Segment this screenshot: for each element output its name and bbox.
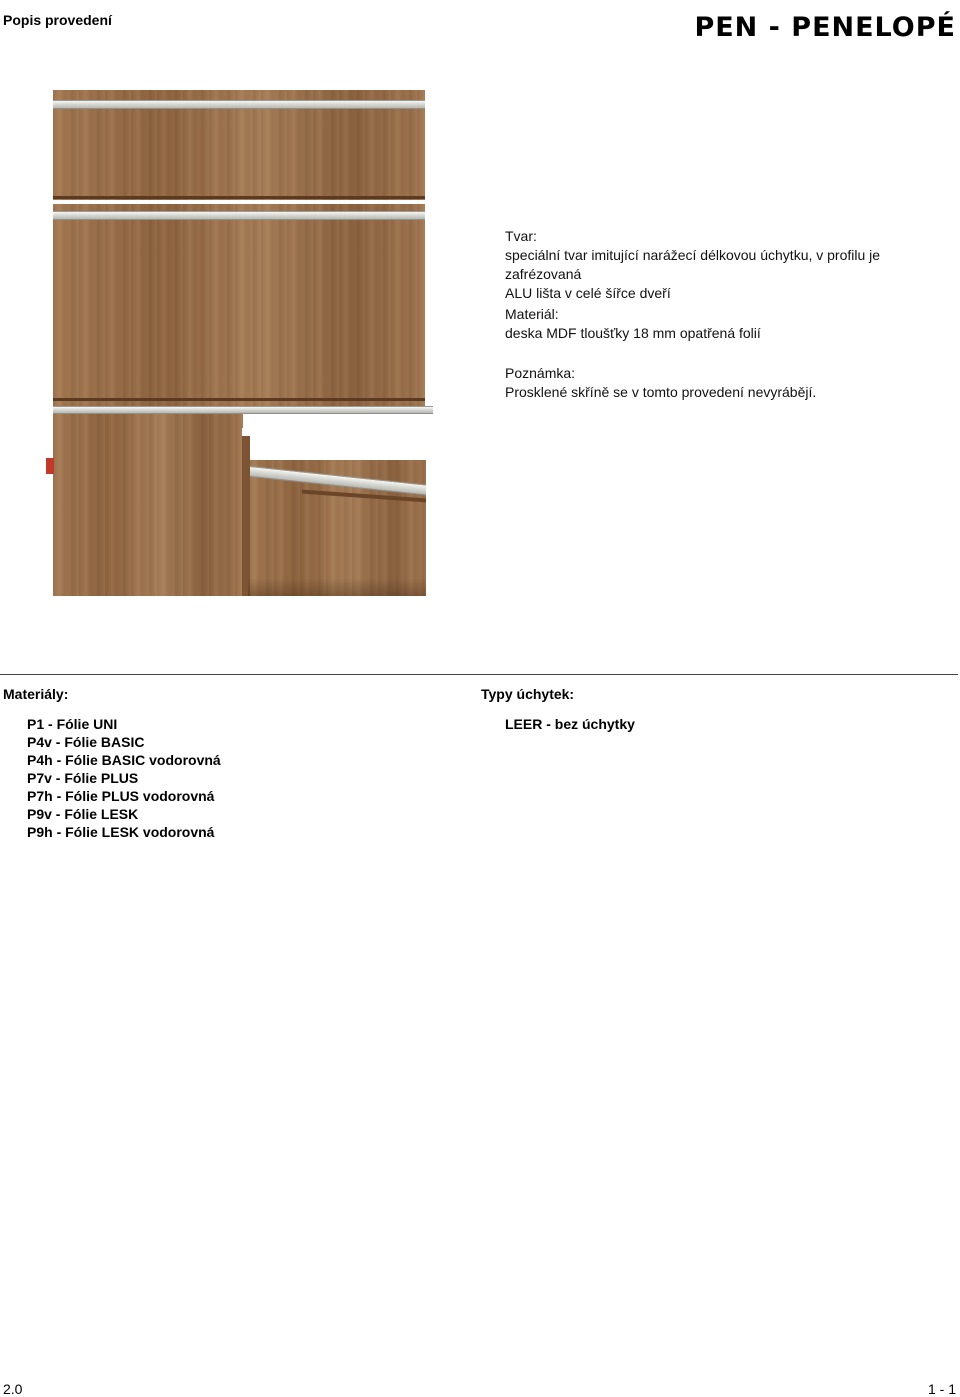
shape-label: Tvar: <box>505 228 537 244</box>
note-label: Poznámka: <box>505 365 576 381</box>
note-text: Prosklené skříně se v tomto provedení nevyrábějí. <box>505 384 817 400</box>
detail-inset <box>242 428 426 596</box>
handles-list <box>505 715 635 733</box>
shape-text-line2: ALU lišta v celé šířce dveří <box>505 285 671 301</box>
panel-groove <box>53 398 425 401</box>
materials-title: Materiály: <box>3 686 69 702</box>
material-item: P9h - Fólie LESK vodorovná <box>27 824 215 840</box>
shape-text-line1: speciální tvar imitující narážecí délkovou úchytku, v profilu je zafrézovaná <box>505 247 881 282</box>
materials-list <box>27 715 221 841</box>
alu-rail <box>53 100 425 109</box>
material-item: P1 - Fólie UNI <box>27 716 118 732</box>
panel-groove <box>53 196 425 199</box>
section-divider <box>0 674 958 675</box>
handle-item: LEER - bez úchytky <box>505 716 635 732</box>
brand-title: PEN - PENELOPÉ <box>694 12 956 43</box>
section-label: Popis provedení <box>3 12 112 28</box>
page-number: 1 - 1 <box>927 1381 956 1397</box>
material-label: Materiál: <box>505 306 559 322</box>
handles-title: Typy úchytek: <box>481 686 575 702</box>
front-panel-bottom <box>53 414 243 596</box>
material-item: P4h - Fólie BASIC vodorovná <box>27 752 221 768</box>
material-item: P4v - Fólie BASIC <box>27 734 145 750</box>
detail-panel-edge <box>242 436 250 596</box>
material-item: P7h - Fólie PLUS vodorovná <box>27 788 215 804</box>
material-item: P9v - Fólie LESK <box>27 806 139 822</box>
alu-rail <box>53 211 425 220</box>
material-text: deska MDF tloušťky 18 mm opatřená folií <box>505 325 761 341</box>
version-number: 2.0 <box>3 1381 23 1397</box>
alu-rail <box>53 406 433 414</box>
material-block <box>505 305 761 343</box>
material-item: P7v - Fólie PLUS <box>27 770 139 786</box>
front-panel-middle <box>53 204 425 406</box>
note-block <box>505 364 816 402</box>
description-block <box>505 227 960 303</box>
red-edge-marker <box>46 458 54 474</box>
detail-bottom-shadow <box>248 578 426 596</box>
product-image <box>46 88 432 598</box>
